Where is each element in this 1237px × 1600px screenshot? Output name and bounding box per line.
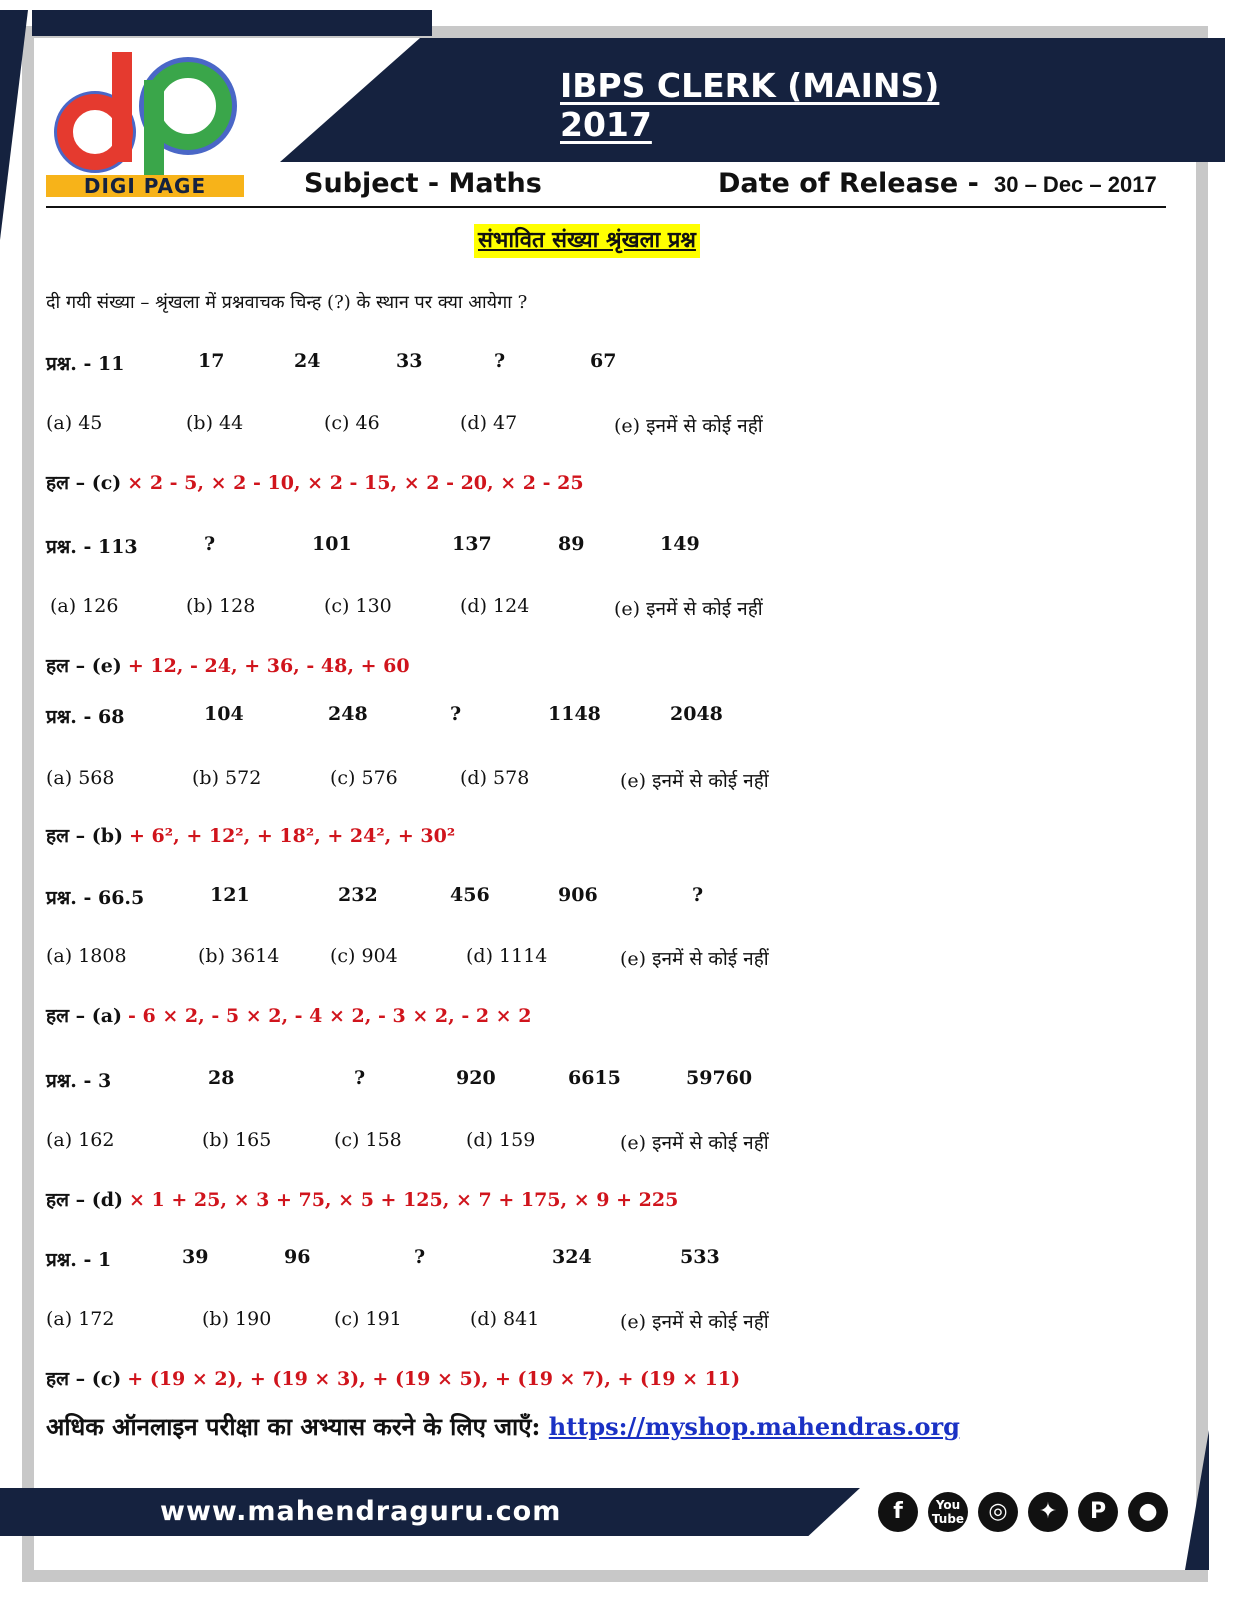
- answer-option: (a) 172: [46, 1308, 115, 1330]
- corner-decoration-top-left: [0, 10, 28, 240]
- page-title: IBPS CLERK (MAINS) 2017: [560, 66, 940, 144]
- footer-cta-text: अधिक ऑनलाइन परीक्षा का अभ्यास करने के लिए जाएँ:: [46, 1412, 541, 1441]
- twitter-icon[interactable]: ✦: [1028, 1492, 1068, 1532]
- series-term: 920: [456, 1067, 496, 1089]
- question-label: प्रश्न. - 113: [46, 536, 138, 558]
- answer-option: (a) 45: [46, 412, 103, 434]
- answer-option: (a) 126: [50, 595, 119, 617]
- series-term: 121: [210, 884, 250, 906]
- series-term: 324: [552, 1246, 592, 1268]
- series-term: 232: [338, 884, 378, 906]
- answer-option: (e) इनमें से कोई नहीं: [620, 1132, 769, 1154]
- answer-option: (c) 130: [324, 595, 392, 617]
- youtube-icon[interactable]: You Tube: [928, 1492, 968, 1532]
- series-term: 248: [328, 703, 368, 725]
- corner-decoration-bottom-right: [1185, 1430, 1209, 1570]
- question-label: प्रश्न. - 68: [46, 706, 125, 728]
- page-frame: [28, 26, 1208, 1582]
- series-term: ?: [414, 1246, 426, 1268]
- series-term: ?: [354, 1067, 366, 1089]
- question-label: प्रश्न. - 66.5: [46, 887, 145, 909]
- pinterest-icon[interactable]: P: [1078, 1492, 1118, 1532]
- series-term: 137: [452, 533, 492, 555]
- answer-option: (c) 904: [330, 945, 398, 967]
- answer-option: (d) 841: [470, 1308, 540, 1330]
- solution-line: [46, 1186, 678, 1212]
- facebook-icon[interactable]: f: [878, 1492, 918, 1532]
- solution-pattern: - 6 × 2, - 5 × 2, - 4 × 2, - 3 × 2, - 2 × 2: [128, 1005, 532, 1027]
- answer-option: (d) 124: [460, 595, 530, 617]
- series-term: ?: [450, 703, 462, 725]
- series-term: 906: [558, 884, 598, 906]
- series-term: 33: [396, 350, 423, 372]
- solution-pattern: + 6², + 12², + 18², + 24², + 30²: [129, 825, 456, 847]
- solution-lead: हल – (c): [46, 472, 122, 494]
- answer-option: (e) इनमें से कोई नहीं: [620, 1311, 769, 1333]
- release-label: Date of Release -: [718, 168, 979, 199]
- series-term: 2048: [670, 703, 723, 725]
- solution-lead: हल – (b): [46, 825, 123, 847]
- solution-line: [46, 652, 410, 678]
- answer-option: (a) 568: [46, 767, 115, 789]
- series-term: 39: [182, 1246, 209, 1268]
- answer-option: (b) 44: [186, 412, 244, 434]
- question-label: प्रश्न. - 3: [46, 1070, 112, 1092]
- answer-option: (b) 572: [192, 767, 262, 789]
- series-term: 149: [660, 533, 700, 555]
- series-term: ?: [692, 884, 704, 906]
- answer-option: (a) 1808: [46, 945, 127, 967]
- answer-option: (e) इनमें से कोई नहीं: [620, 770, 769, 792]
- instruction-text: दी गयी संख्या – श्रृंखला में प्रश्नवाचक चिन्ह (?) के स्थान पर क्या आयेगा ?: [46, 292, 528, 313]
- answer-option: (c) 158: [334, 1129, 402, 1151]
- answer-option: (b) 128: [186, 595, 256, 617]
- answer-option: (d) 578: [460, 767, 530, 789]
- series-term: 104: [204, 703, 244, 725]
- series-term: 17: [198, 350, 225, 372]
- solution-lead: हल – (d): [46, 1189, 123, 1211]
- series-term: ?: [494, 350, 506, 372]
- solution-line: [46, 469, 584, 495]
- series-term: 1148: [548, 703, 601, 725]
- footer-website[interactable]: www.mahendraguru.com: [160, 1496, 562, 1527]
- answer-option: (d) 47: [460, 412, 518, 434]
- answer-option: (d) 159: [466, 1129, 536, 1151]
- answer-option: (b) 165: [202, 1129, 272, 1151]
- section-heading: संभावित संख्या श्रृंखला प्रश्न: [474, 224, 700, 258]
- subject-label: Subject - Maths: [304, 168, 542, 199]
- footer-link[interactable]: https://myshop.mahendras.org: [548, 1412, 960, 1441]
- logo-label: DIGI PAGE: [46, 175, 244, 197]
- answer-option: (c) 191: [334, 1308, 402, 1330]
- series-term: 89: [558, 533, 585, 555]
- answer-option: (e) इनमें से कोई नहीं: [620, 948, 769, 970]
- series-term: 28: [208, 1067, 235, 1089]
- solution-line: [46, 1002, 531, 1028]
- question-label: प्रश्न. - 1: [46, 1249, 112, 1271]
- series-term: 6615: [568, 1067, 621, 1089]
- android-icon[interactable]: ●: [1128, 1492, 1168, 1532]
- footer-cta: [46, 1410, 960, 1443]
- answer-option: (d) 1114: [466, 945, 548, 967]
- solution-line: [46, 1365, 740, 1391]
- answer-option: (b) 3614: [198, 945, 280, 967]
- solution-line: [46, 822, 455, 848]
- solution-lead: हल – (c): [46, 1368, 122, 1390]
- top-band: [32, 10, 432, 36]
- release-date: 30 – Dec – 2017: [994, 172, 1157, 197]
- series-term: 59760: [686, 1067, 753, 1089]
- solution-pattern: + 12, - 24, + 36, - 48, + 60: [127, 655, 410, 677]
- series-term: 456: [450, 884, 490, 906]
- series-term: 533: [680, 1246, 720, 1268]
- answer-option: (c) 576: [330, 767, 398, 789]
- series-term: 24: [294, 350, 321, 372]
- solution-lead: हल – (a): [46, 1005, 122, 1027]
- series-term: 96: [284, 1246, 311, 1268]
- answer-option: (b) 190: [202, 1308, 272, 1330]
- instagram-icon[interactable]: ◎: [978, 1492, 1018, 1532]
- question-label: प्रश्न. - 11: [46, 353, 125, 375]
- series-term: ?: [204, 533, 216, 555]
- page-frame-left: [22, 26, 34, 1582]
- solution-pattern: + (19 × 2), + (19 × 3), + (19 × 5), + (19 × 7), + (19 × 11): [127, 1368, 741, 1390]
- solution-pattern: × 1 + 25, × 3 + 75, × 5 + 125, × 7 + 175, × 9 + 225: [129, 1189, 679, 1211]
- answer-option: (e) इनमें से कोई नहीं: [614, 598, 763, 620]
- answer-option: (e) इनमें से कोई नहीं: [614, 415, 763, 437]
- solution-pattern: × 2 - 5, × 2 - 10, × 2 - 15, × 2 - 20, × 2 - 25: [127, 472, 584, 494]
- answer-option: (a) 162: [46, 1129, 115, 1151]
- page-frame-bottom: [28, 1570, 1208, 1582]
- header-divider: [46, 206, 1166, 208]
- series-term: 67: [590, 350, 617, 372]
- answer-option: (c) 46: [324, 412, 380, 434]
- series-term: 101: [312, 533, 352, 555]
- solution-lead: हल – (e): [46, 655, 122, 677]
